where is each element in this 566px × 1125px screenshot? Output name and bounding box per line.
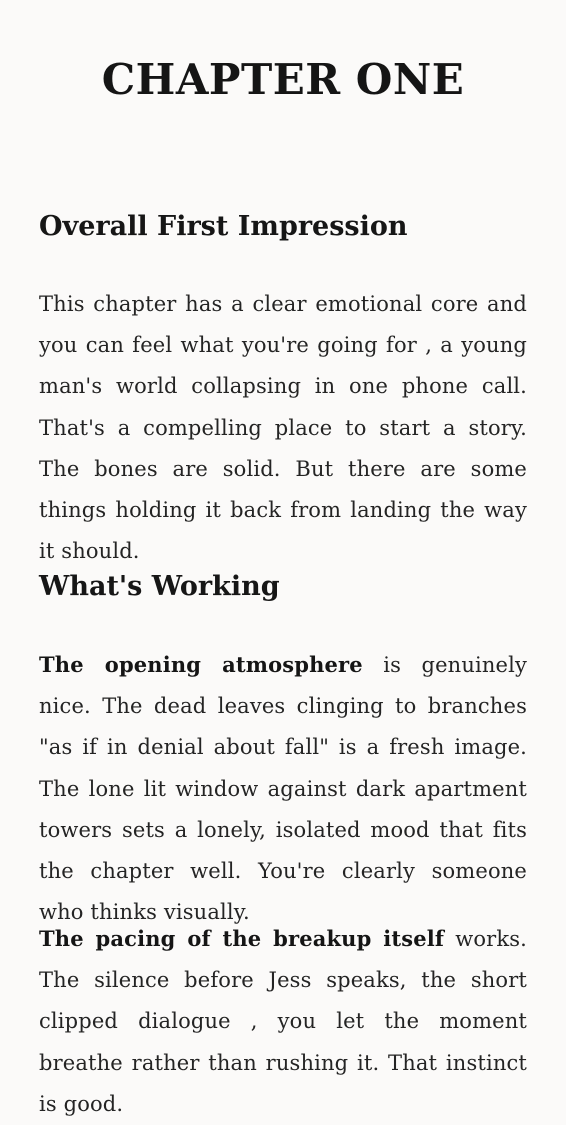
section-heading-overall-first-impression: Overall First Impression (39, 211, 408, 242)
paragraph-breakup-pacing (39, 918, 527, 1125)
paragraph-opening-atmosphere (39, 644, 527, 933)
paragraph-lead-bold: The pacing of the breakup itself (39, 926, 445, 951)
paragraph-text: is genuinely nice. The dead leaves clinging to branches "as if in denial about fall" is a fresh image. The lone lit window against dark apartment towers sets a lonely, isolated mood that fits the chapter well. You're clearly someone who thinks visually. (39, 653, 527, 925)
paragraph-lead-bold: The opening atmosphere (39, 652, 363, 677)
paragraph-first-impression (39, 284, 527, 572)
paragraph-text: This chapter has a clear emotional core and you can feel what you're going for , a young man's world collapsing in one phone call. That's a compelling place to start a story. The bones are solid. But there are some things holding it back from landing the way it should. (39, 292, 527, 564)
paragraph-text: works. The silence before Jess speaks, the short clipped dialogue , you let the moment breathe rather than rushing it. That instinct is good. (39, 927, 527, 1116)
section-heading-whats-working: What's Working (39, 571, 280, 602)
chapter-title: CHAPTER ONE (101, 55, 465, 104)
